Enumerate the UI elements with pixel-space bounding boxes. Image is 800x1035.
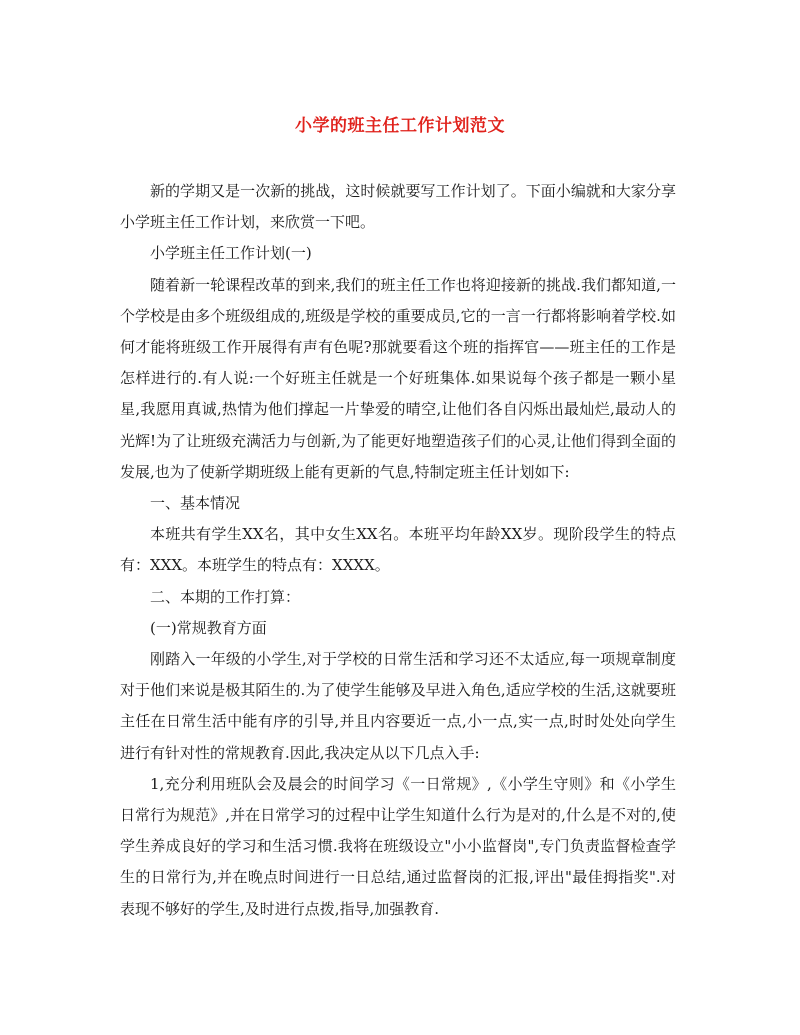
intro-paragraph: 新的学期又是一次新的挑战，这时候就要写工作计划了。下面小编就和大家分享小学班主任工作计划，来欣赏一下吧。 xyxy=(120,182,676,232)
document-title: 小学的班主任工作计划范文 xyxy=(295,116,505,136)
section-heading-work-plan: 二、本期的工作打算： xyxy=(150,587,301,606)
body-paragraph: 刚踏入一年级的小学生,对于学校的日常生活和学习还不太适应,每一项规章制度对于他们来说是极其陌生的.为了使学生能够及早进入角色,适应学校的生活,这就要班主任在日常生活中能有序的引导,并且内容要近一点,小一点,实一点,时时处处向学生进行有针对性的常规教育.因此,我决定从以下几点入手: xyxy=(120,650,676,762)
document-body xyxy=(120,176,676,925)
subsection-heading-routine-education: (一)常规教育方面 xyxy=(150,618,267,637)
section-heading-plan-one: 小学班主任工作计划(一) xyxy=(150,244,312,263)
body-paragraph: 随着新一轮课程改革的到来,我们的班主任工作也将迎接新的挑战.我们都知道,一个学校是由多个班级组成的,班级是学校的重要成员,它的一言一行都将影响着学校.如何才能将班级工作开展得有声有色呢?那就要看这个班的指挥官——班主任的工作是怎样进行的.有人说:一个好班主任就是一个好班集体.如果说每个孩子都是一颗小星星,我愿用真诚,热情为他们撑起一片挚爱的晴空,让他们各自闪烁出最灿烂,最动人的光辉!为了让班级充满活力与创新,为了能更好地塑造孩子们的心灵,让他们得到全面的发展,也为了使新学期班级上能有更新的气息,特制定班主任计划如下: xyxy=(120,275,676,481)
body-paragraph: 本班共有学生XX名，其中女生XX名。本班平均年龄XX岁。现阶段学生的特点有：XXX。本班学生的特点有：XXXX。 xyxy=(120,525,676,575)
section-heading-basic-situation: 一、基本情况 xyxy=(150,494,241,513)
list-item-paragraph: 1,充分利用班队会及晨会的时间学习《一日常规》,《小学生守则》和《小学生日常行为规范》,并在日常学习的过程中让学生知道什么行为是对的,什么是不对的,使学生养成良好的学习和生活习惯.我将在班级设立"小小监督岗",专门负责监督检查学生的日常行为,并在晚点时间进行一日总结,通过监督岗的汇报,评出"最佳拇指奖".对表现不够好的学生,及时进行点拨,指导,加强教育. xyxy=(120,774,676,918)
